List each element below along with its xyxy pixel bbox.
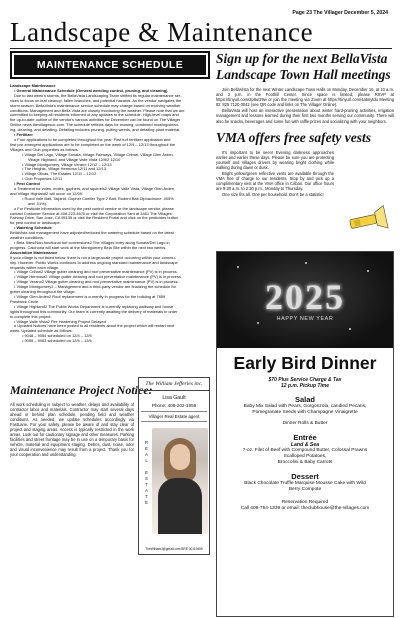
- vertical-letter: E: [145, 500, 148, 505]
- schedule-line: first pre-emergent applications are to be completed on the week of 12/9 – 12/13 throughout the: [10, 141, 176, 147]
- schedule-line: BellaVista and management have adjusted/reduced the watering schedule based on the latest: [10, 230, 174, 236]
- reservation-note: Reservation Required: [281, 500, 329, 505]
- agent-ad: [138, 377, 210, 555]
- townhall-paragraph: Join BellaVista for the next Winter Landscape Town Halls on Monday, December 16, at 10 a.m. and 3 p.m. in the Foothill Center. Since space is limited, please RSVP at https://tinyurl.com/2p8utz9w or join the meeting via Zoom at https://tinyurl.com/4a5nytdu Meeting ID: 825 7120 0042 (see QR code and links on The Villager Online).: [216, 87, 394, 108]
- vertical-letter: A: [145, 452, 148, 457]
- schedule-line: o Updated Notices have been posted to all residents about the project which will restart next: [14, 323, 175, 329]
- agent-name: Lisa Gault: [162, 395, 186, 401]
- schedule-line: and .01%).: [28, 200, 48, 206]
- schedule-body: [10, 84, 210, 344]
- schedule-line: ing, cleaning, and detailing. Detailing includes pruning, pulling weeds, and detailing plant material.: [10, 127, 181, 133]
- vertical-letter: T: [145, 482, 148, 487]
- course-heading: Dessert: [291, 472, 319, 481]
- townhall-body: [216, 87, 394, 124]
- schedule-line: Online news.thevillagesoc.com. The schedule reflects days for mowing, combined mowing/clean-: [10, 122, 180, 128]
- notice-title: Maintenance Project Notice:: [10, 383, 153, 397]
- schedule-line: for pest control or landscape.: [10, 220, 61, 226]
- schedule-line: • Village Montgomery2 – Management and a third-party vendor are finalizing the schedule for: [14, 284, 176, 290]
- menu-item: Pomegranate Seeds with Champagne Vinaigrette: [252, 410, 358, 415]
- vertical-letter: E: [145, 470, 148, 475]
- schedule-line: and Village Highland2 will occur on 12/09.: [10, 190, 84, 196]
- schedule-line: • Rozol Vole Bait, Talpirid, Gopher Coetter Type 2 Bait, Rodent Bait Diphacinone .005%: [22, 195, 174, 201]
- menu-item: Broccolini & Baby Carrots: [277, 460, 333, 465]
- vma-body: [216, 150, 334, 198]
- menu-item: Baby Mix Salad with Pears, Gorgonzola, candied Pecans,: [243, 404, 367, 409]
- vma-headline: VMA offers free safety vests: [216, 129, 371, 145]
- new-year-caption: HAPPY NEW YEAR: [276, 316, 334, 322]
- agent-phone: Phone: 408-202-1959: [151, 403, 197, 408]
- vertical-letter: T: [145, 494, 148, 499]
- schedule-line: gutter cleaning throughout the village.: [10, 289, 76, 295]
- section-rule: [10, 48, 392, 49]
- course-heading: Entrée: [293, 433, 317, 442]
- schedule-line: requests within each village.: [10, 264, 60, 270]
- schedule-line: • The Heights, Village Hermosa 12/11 and 12/13: [22, 166, 106, 172]
- notice-body: All work scheduling is subject to weather, delays and availability of contractor labor and materials. Contractor may start several days ahead or behind plan schedule, pending field and weather conditions. As needed, we update schedules accordingly via FastLane. For your safety, please be aware of and stay clear of project and staging areas. Access is typically restricted in the work areas. Look out for cautionary signage and other measures. Parking facilities and street frontage may be in use on a temporary basis for vehicle, material and equipment staging. Debris, dust, noise, odor and visual inconvenience may result from a project. Thank you for your cooperation and understanding.: [10, 402, 134, 458]
- schedule-line: o For Pesticide information used by the pest control vendor or the landscape vendor, please: [14, 205, 174, 211]
- schedule-line: o Treatment for voles, moles, gophers, and squirrels2 Village Valle Vista, Village Glen Arden,: [14, 186, 176, 192]
- schedule-line: Landscape Maintenance: [10, 83, 56, 88]
- schedule-line: • Village Cribari2 Village gutter cleaning and roof preventative maintenance (PV) is in process.: [14, 269, 178, 275]
- dinner-time: 12 p.m. Pickup Time: [281, 383, 329, 389]
- schedule-line: • Village Hermosa2 Village gutter cleaning and roof preventative maintenance (PV) is in process.: [14, 274, 183, 280]
- schedule-line: nity. However, Public Works continues to address ongoing standard maintenance and landscape: [10, 259, 178, 265]
- schedule-line: • Club Properties 12/11: [22, 176, 63, 182]
- schedule-line: • Fertilizer: [14, 132, 33, 138]
- new-year-number: 2025: [265, 277, 345, 317]
- schedule-line: conditions. Management and Bella Vista are closely monitoring the weather. Please note that we are: [10, 107, 185, 113]
- schedule-line: • Bela Sites/Non-functional turf conversions2 The Villages entry along Sonata/Del Lago in: [14, 240, 170, 245]
- menu-item: Berry Compote: [288, 487, 322, 492]
- section-title: Landscape & Maintenance: [10, 17, 314, 47]
- schedule-line: storm season, BellaVista's maintenance service schedule may change based on evolving weather: [10, 102, 181, 108]
- schedule-line: vices to focus on leaf cleanup, fallen branches, and potential hazards. As the vendor navigates the: [10, 97, 182, 103]
- dinner-title: Early Bird Dinner: [233, 353, 377, 373]
- right-column: [216, 51, 394, 511]
- schedule-line: contact Customer Service at 408-223-4670 or visit the Corporation Yard at 3461 The Villages: [10, 210, 172, 216]
- schedule-line: lights throughout this community. Our team is currently awaiting the delivery of materials in order: [10, 308, 178, 314]
- townhall-headline: Sign up for the next BellaVista Landscape Town Hall meetings: [216, 51, 391, 82]
- menu-item: 7-oz. Filet of Beef with Compound Butter, Colossal Prawns: [242, 448, 368, 453]
- vertical-letter: R: [144, 440, 149, 445]
- schedule-line: Fairway Drive, San Jose, CA 95135 or visit the Resident Portal and click on the pesticides button: [10, 215, 179, 221]
- vertical-letter: S: [145, 476, 148, 481]
- vma-paragraph: One size fits all. One per household. Don't be a statistic!: [222, 192, 324, 198]
- menu-subheading: Land & Sea: [290, 442, 320, 448]
- agent-firm: Villager Real Estate agent: [141, 411, 207, 422]
- schedule-line: • 9048 – 9054 scheduled on 12/4 – 12/5: [22, 333, 92, 339]
- schedule-line: • General Maintenance Schedule (General weeding control, pruning, and cleaning): [14, 87, 168, 93]
- page-folio: Page 23 The Villager December 5, 2024: [292, 10, 388, 16]
- flashlight-icon: [344, 203, 392, 237]
- schedule-line: weather conditions.: [10, 235, 44, 241]
- menu-item: Scalloped Potatoes,: [283, 454, 327, 459]
- schedule-line: If your village is not listed below, there is not a large-scale project occurring within your commu-: [10, 254, 176, 260]
- reservation-contact: Call 408-754-1339 or email: theclubhouse@the-villages.com: [240, 506, 370, 511]
- schedule-line: • Village Valle Vista2 Fire Hardening Project Delayed: [14, 318, 106, 324]
- agent-email: TheWilliamJ@gmail.com BRE 00119459: [145, 547, 203, 551]
- menu-item: Dinner Rolls & Butter: [282, 421, 328, 426]
- left-column: [10, 51, 210, 551]
- vertical-letter: L: [145, 458, 148, 463]
- schedule-line: to complete this project.: [10, 313, 52, 319]
- agent-brand: The William Jefferies inc.: [139, 378, 209, 391]
- vma-paragraph: Bright yellow/green reflective vests are available through the VMA free of charge to our residents. Stop by and pick up a complimentary vest at the VMA office in Cribari. Our office hours are 9:30 a.m. to 2:30 p.m., Monday to Thursday.: [216, 171, 334, 192]
- schedule-banner: MAINTENANCE SCHEDULE: [10, 51, 210, 79]
- agent-photo: [152, 428, 208, 534]
- vma-paragraph: It's important to be seen! Evening darkness approaches earlier and earlier these days. Please be sure you are protecting yourself and Villages drivers by wearing bright clothing while walking during dawn or dusk.: [216, 149, 334, 170]
- schedule-line: Villages and Club properties as follows:: [10, 146, 79, 152]
- course-heading: Salad: [294, 395, 315, 404]
- menu-item: Black Chocolate Truffle Marquise Mousse Cake with Wild: [244, 481, 366, 486]
- schedule-line: week. Updated schedule as follows:: [10, 328, 73, 334]
- vertical-letter: E: [145, 446, 148, 451]
- schedule-line: the up-to-date outline of the vendor's various activities for December can be found on The Villager: [10, 117, 181, 123]
- early-bird-dinner-ad: [216, 251, 394, 617]
- schedule-line: • Village Del Lago, Village Sonata, Village Fairways, Village Cribari, Village Glen Arden,: [22, 151, 174, 157]
- schedule-line: • Village Olivas, The Estates 12/11 – 12/12: [22, 171, 97, 177]
- schedule-line: • 9055 – 9063 scheduled on 12/5 – 12/6: [22, 338, 92, 344]
- new-year-graphic: [217, 252, 393, 348]
- notice-block: [10, 377, 210, 551]
- schedule-line: Prestwick Circle.: [10, 298, 40, 304]
- schedule-line: Village Highland, and Village Valle Vista 12/9/2 12/10: [28, 156, 121, 162]
- schedule-line: • Pest Control: [14, 181, 40, 187]
- schedule-line: Association Maintenance: [10, 249, 58, 255]
- schedule-line: progress. Caichoria will start work at the Montgomery Bela Site within the next two weeks.: [10, 244, 167, 250]
- schedule-line: • Watering Schedule: [14, 225, 52, 231]
- townhall-paragraph: BellaVista will host an interactive presentation about winter hard-pruning activities, irrigation management and lessons learned during their first two months serving our community. There will also be snacks, beverages and some fun with raffle prizes and socializing with your neighbors.: [216, 108, 394, 124]
- dinner-price: $70 Plus Service Charge & Tax: [268, 377, 342, 383]
- schedule-line: o Four applications to be completed throughout the year. First turf fertilizer application and: [14, 136, 171, 142]
- schedule-line: • Village Montgomery, Village Verano 12/12 – 12/13: [22, 161, 112, 167]
- schedule-line: • Village Highland2 The Public Works Department is currently replacing walkway and house: [14, 303, 174, 309]
- agent-vertical-label: [144, 440, 149, 506]
- schedule-line: • Village Verano2 Village gutter cleaning and roof preventative maintenance (PV) is in process.: [14, 279, 179, 285]
- schedule-line: Due to last week's storms, the BellaVista Landscaping Team shifted its regular maintenance ser-: [14, 92, 182, 98]
- schedule-line: • Village Glen Arden2 Roof replacement is currently in progress for the building at 7859: [14, 293, 166, 299]
- schedule-line: committed to keeping all residents informed of any updates to the schedule. High-level maps and: [10, 112, 179, 118]
- vertical-letter: A: [145, 488, 148, 493]
